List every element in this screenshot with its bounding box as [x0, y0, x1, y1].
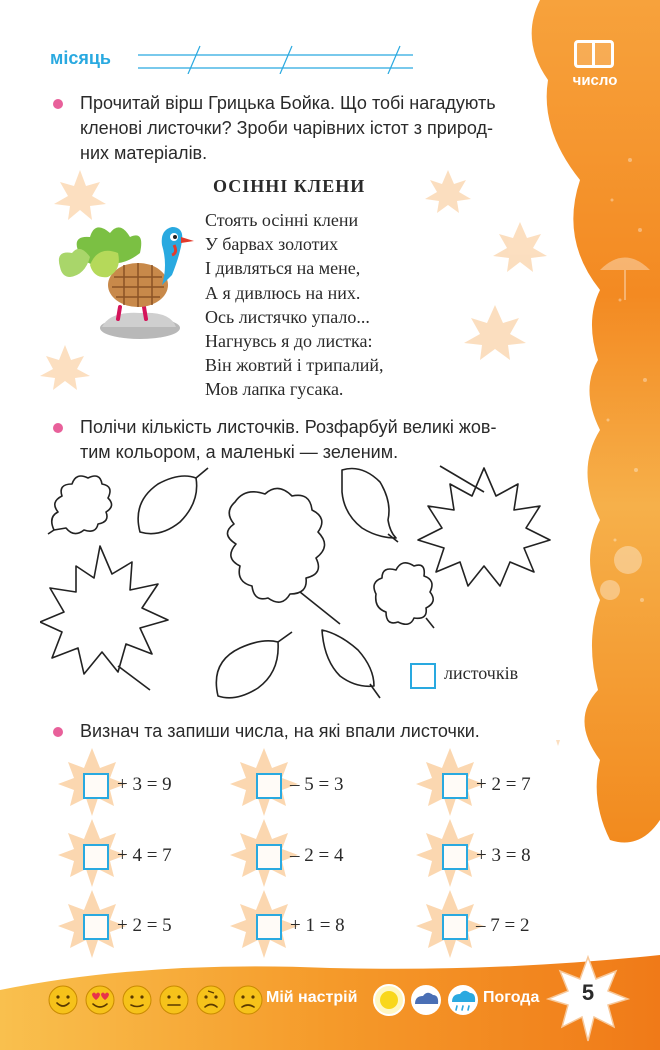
- poem-text: [205, 208, 384, 402]
- task1-bullet: [53, 99, 63, 109]
- equation-text: + 4 = 7: [117, 845, 172, 866]
- mood-label: Мій настрій: [266, 989, 358, 1006]
- answer-box[interactable]: [256, 773, 282, 799]
- task2-line: Полічи кількість листочків. Розфарбуй великі жов-: [80, 417, 497, 437]
- calendar-icon: [574, 40, 614, 68]
- sun-icon: [374, 985, 404, 1015]
- leaf-outline: [40, 546, 168, 674]
- equation-text: – 7 = 2: [476, 915, 530, 936]
- date-write-lines[interactable]: [138, 44, 413, 74]
- weather-label: Погода: [483, 989, 540, 1006]
- rain-cloud-icon: [448, 985, 478, 1015]
- answer-box[interactable]: [83, 914, 109, 940]
- equation-text: + 1 = 8: [290, 915, 345, 936]
- poem-line: Стоять осінні клени: [205, 210, 359, 230]
- leaf-outline: [227, 488, 324, 602]
- poem-line: У барвах золотих: [205, 234, 339, 255]
- equation-text: – 5 = 3: [290, 774, 344, 795]
- turkey-craft-illustration: [50, 215, 195, 345]
- answer-box[interactable]: [442, 773, 468, 799]
- answer-box[interactable]: [83, 773, 109, 799]
- weather-icons[interactable]: [373, 982, 481, 1018]
- equation-text: + 2 = 5: [117, 915, 172, 936]
- leaf-outline: [322, 630, 374, 686]
- equation-text: – 2 = 4: [290, 845, 344, 866]
- leaf-outline: [138, 476, 197, 534]
- equation-text: + 3 = 8: [476, 845, 531, 866]
- answer-box[interactable]: [83, 844, 109, 870]
- poem-line: Ось листячко упало...: [205, 306, 370, 327]
- mood-faces[interactable]: [48, 984, 263, 1016]
- task3-instructions: Визнач та запиши числа, на які впали листочки.: [80, 721, 480, 741]
- equation-text: + 3 = 9: [117, 774, 172, 795]
- task1-line: них матеріалів.: [80, 143, 208, 163]
- poem-title: ОСІННІ КЛЕНИ: [213, 176, 366, 196]
- leaf-outline: [374, 563, 433, 624]
- poem-line: А я дивлюсь на них.: [205, 282, 361, 303]
- leaf-count-label: листочків: [444, 663, 519, 683]
- task2-bullet: [53, 423, 63, 433]
- answer-box[interactable]: [256, 844, 282, 870]
- task1-instructions: [80, 91, 550, 166]
- poem-line: І дивляться на мене,: [205, 258, 361, 279]
- poem-line: Нагнувсь я до листка:: [205, 331, 373, 352]
- task1-line: кленові листочки? Зроби чарівних істот з природ-: [80, 118, 493, 138]
- task3-bullet: [53, 727, 63, 737]
- leaf-outline: [418, 468, 550, 586]
- answer-box[interactable]: [442, 914, 468, 940]
- equation-text: + 2 = 7: [476, 774, 531, 795]
- date-badge: [564, 40, 626, 96]
- poem-line: Він жовтий і трипалий,: [205, 355, 384, 376]
- leaf-count-answer-box[interactable]: [410, 663, 436, 689]
- month-label: місяць: [50, 48, 111, 68]
- answer-box[interactable]: [442, 844, 468, 870]
- cloud-icon: [411, 985, 441, 1015]
- leaf-outline: [342, 469, 396, 539]
- date-badge-label: число: [572, 72, 618, 89]
- leaf-outline: [216, 641, 278, 698]
- task2-line: тим кольором, а маленькі — зеленим.: [80, 442, 399, 462]
- answer-box[interactable]: [256, 914, 282, 940]
- page-number: 5: [581, 980, 595, 1005]
- task1-line: Прочитай вірш Грицька Бойка. Що тобі нагадують: [80, 93, 496, 113]
- poem-line: Мов лапка гусака.: [205, 379, 344, 400]
- task2-instructions: [80, 415, 550, 465]
- leaf-outline: [52, 476, 112, 534]
